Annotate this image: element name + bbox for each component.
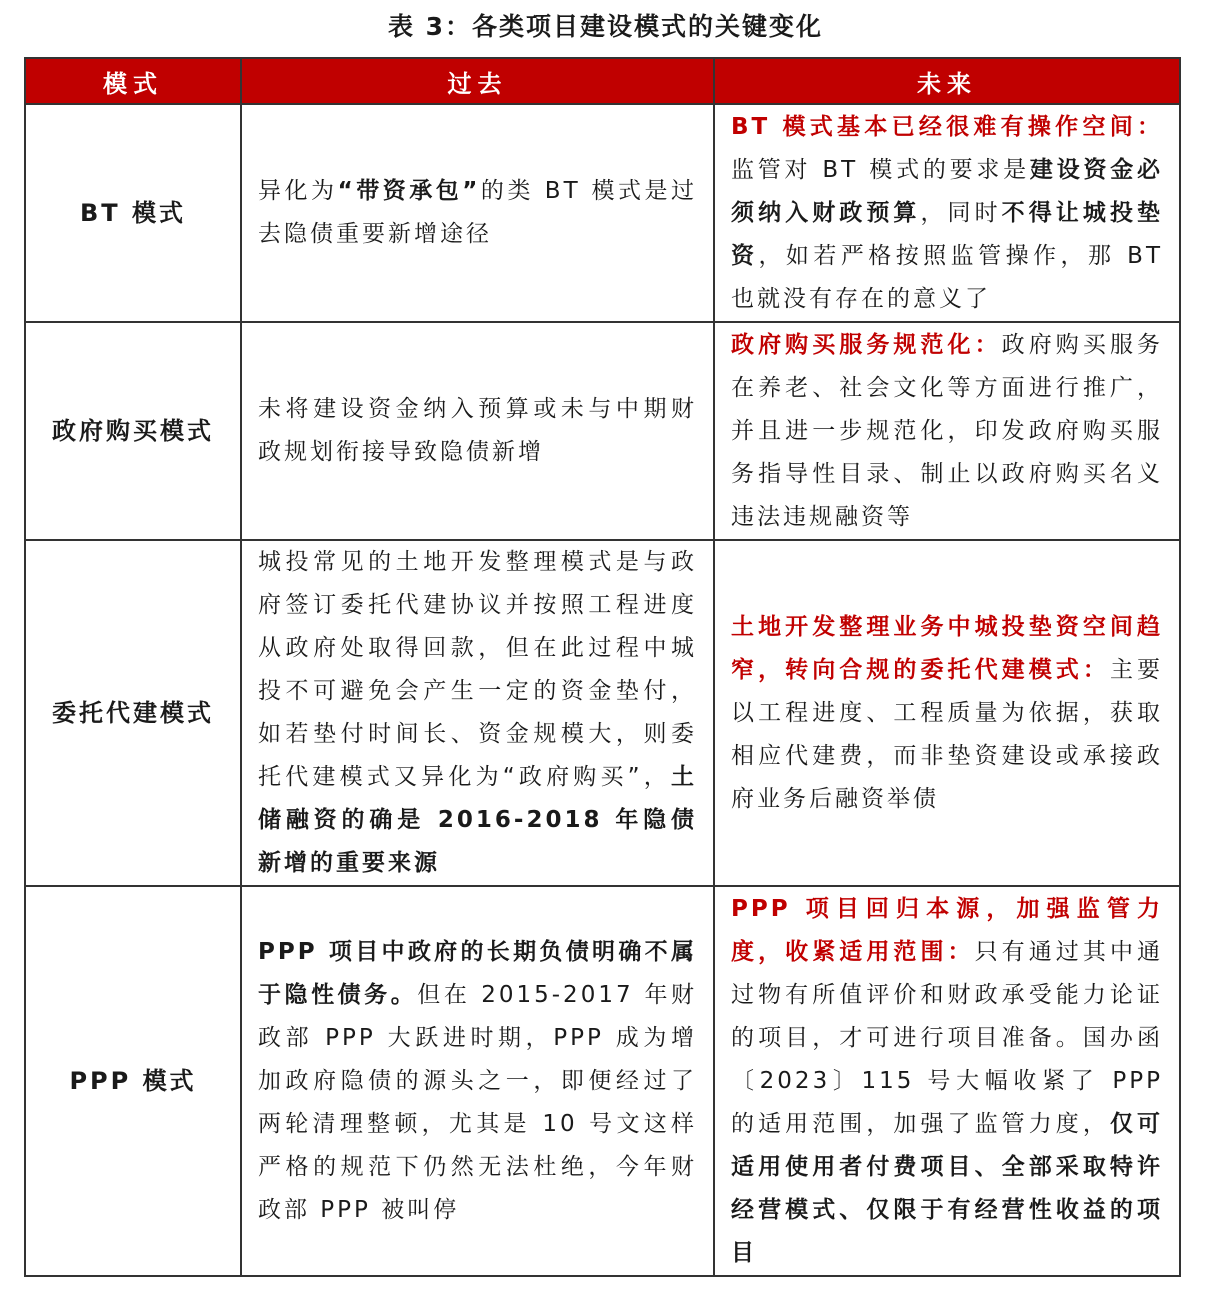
past-text: 但在 2015-2017 年财政部 PPP 大跃进时期，PPP 成为增加政府隐债的源头之一，即便经过了两轮清理整顿，尤其是 10 号文这样严格的规范下仍然无法杜绝，今年财政部 PPP 被叫停 xyxy=(258,981,697,1223)
future-cell xyxy=(714,540,1180,886)
header-mode: 模式 xyxy=(25,58,241,104)
future-heading: 土地开发整理业务中城投垫资空间趋窄，转向合规的委托代建模式： xyxy=(731,613,1163,683)
header-past: 过去 xyxy=(241,58,714,104)
future-heading: PPP 项目回归本源，加强监管力度，收紧适用范围： xyxy=(731,895,1163,965)
comparison-table xyxy=(24,57,1181,1277)
future-cell xyxy=(714,886,1180,1276)
future-cell xyxy=(714,104,1180,322)
past-bold: 土储融资的确是 2016-2018 年隐债新增的重要来源 xyxy=(258,764,697,876)
past-cell xyxy=(241,886,714,1276)
future-text: 政府购买服务在养老、社会文化等方面进行推广，并且进一步规范化，印发政府购买服务指导性目录、制止以政府购买名义违法违规融资等 xyxy=(731,331,1164,530)
past-text: 异化为 xyxy=(258,178,338,204)
future-bold: 不得让城投垫资 xyxy=(731,199,1164,269)
header-row xyxy=(25,58,1180,104)
past-cell xyxy=(241,540,714,886)
future-bold: 建设资金必须纳入财政预算 xyxy=(731,156,1164,226)
past-cell xyxy=(241,322,714,540)
mode-cell: 政府购买模式 xyxy=(25,322,241,540)
future-heading: BT 模式基本已经很难有操作空间： xyxy=(731,113,1163,140)
future-cell xyxy=(714,322,1180,540)
future-text: 主要以工程进度、工程质量为依据，获取相应代建费，而非垫资建设或承接政府业务后融资举债 xyxy=(731,656,1164,812)
mode-cell: PPP 模式 xyxy=(25,886,241,1276)
header-future: 未来 xyxy=(714,58,1180,104)
past-bold: PPP 项目中政府的长期负债明确不属于隐性债务。 xyxy=(258,938,697,1008)
table-title: 表 3：各类项目建设模式的关键变化 xyxy=(387,12,824,41)
future-text: 监管对 BT 模式的要求是 xyxy=(731,156,1030,183)
table-row xyxy=(25,104,1180,322)
future-text: 只有通过其中通过物有所值评价和财政承受能力论证的项目，才可进行项目准备。国办函〔2023〕115 号大幅收紧了 PPP 的适用范围，加强了监管力度， xyxy=(731,938,1164,1137)
future-text: ，如若严格按照监管操作，那 BT 也就没有存在的意义了 xyxy=(731,242,1164,312)
table-row xyxy=(25,322,1180,540)
past-text: 未将建设资金纳入预算或未与中期财政规划衔接导致隐债新增 xyxy=(258,396,697,465)
future-text: ，同时 xyxy=(920,199,1002,226)
future-heading: 政府购买服务规范化： xyxy=(731,331,1002,358)
mode-cell: 委托代建模式 xyxy=(25,540,241,886)
table-row xyxy=(25,886,1180,1276)
past-cell xyxy=(241,104,714,322)
table-row xyxy=(25,540,1180,886)
future-bold: 仅可适用使用者付费项目、全部采取特许经营模式、仅限于有经营性收益的项目 xyxy=(731,1110,1164,1266)
mode-cell: BT 模式 xyxy=(25,104,241,322)
past-text: 的类 BT 模式是过去隐债重要新增途径 xyxy=(258,178,698,247)
past-text: 城投常见的土地开发整理模式是与政府签订委托代建协议并按照工程进度从政府处取得回款，但在此过程中城投不可避免会产生一定的资金垫付，如若垫付时间长、资金规模大，则委托代建模式又异化为“政府购买”， xyxy=(258,549,697,790)
past-bold: “带资承包” xyxy=(337,178,481,204)
